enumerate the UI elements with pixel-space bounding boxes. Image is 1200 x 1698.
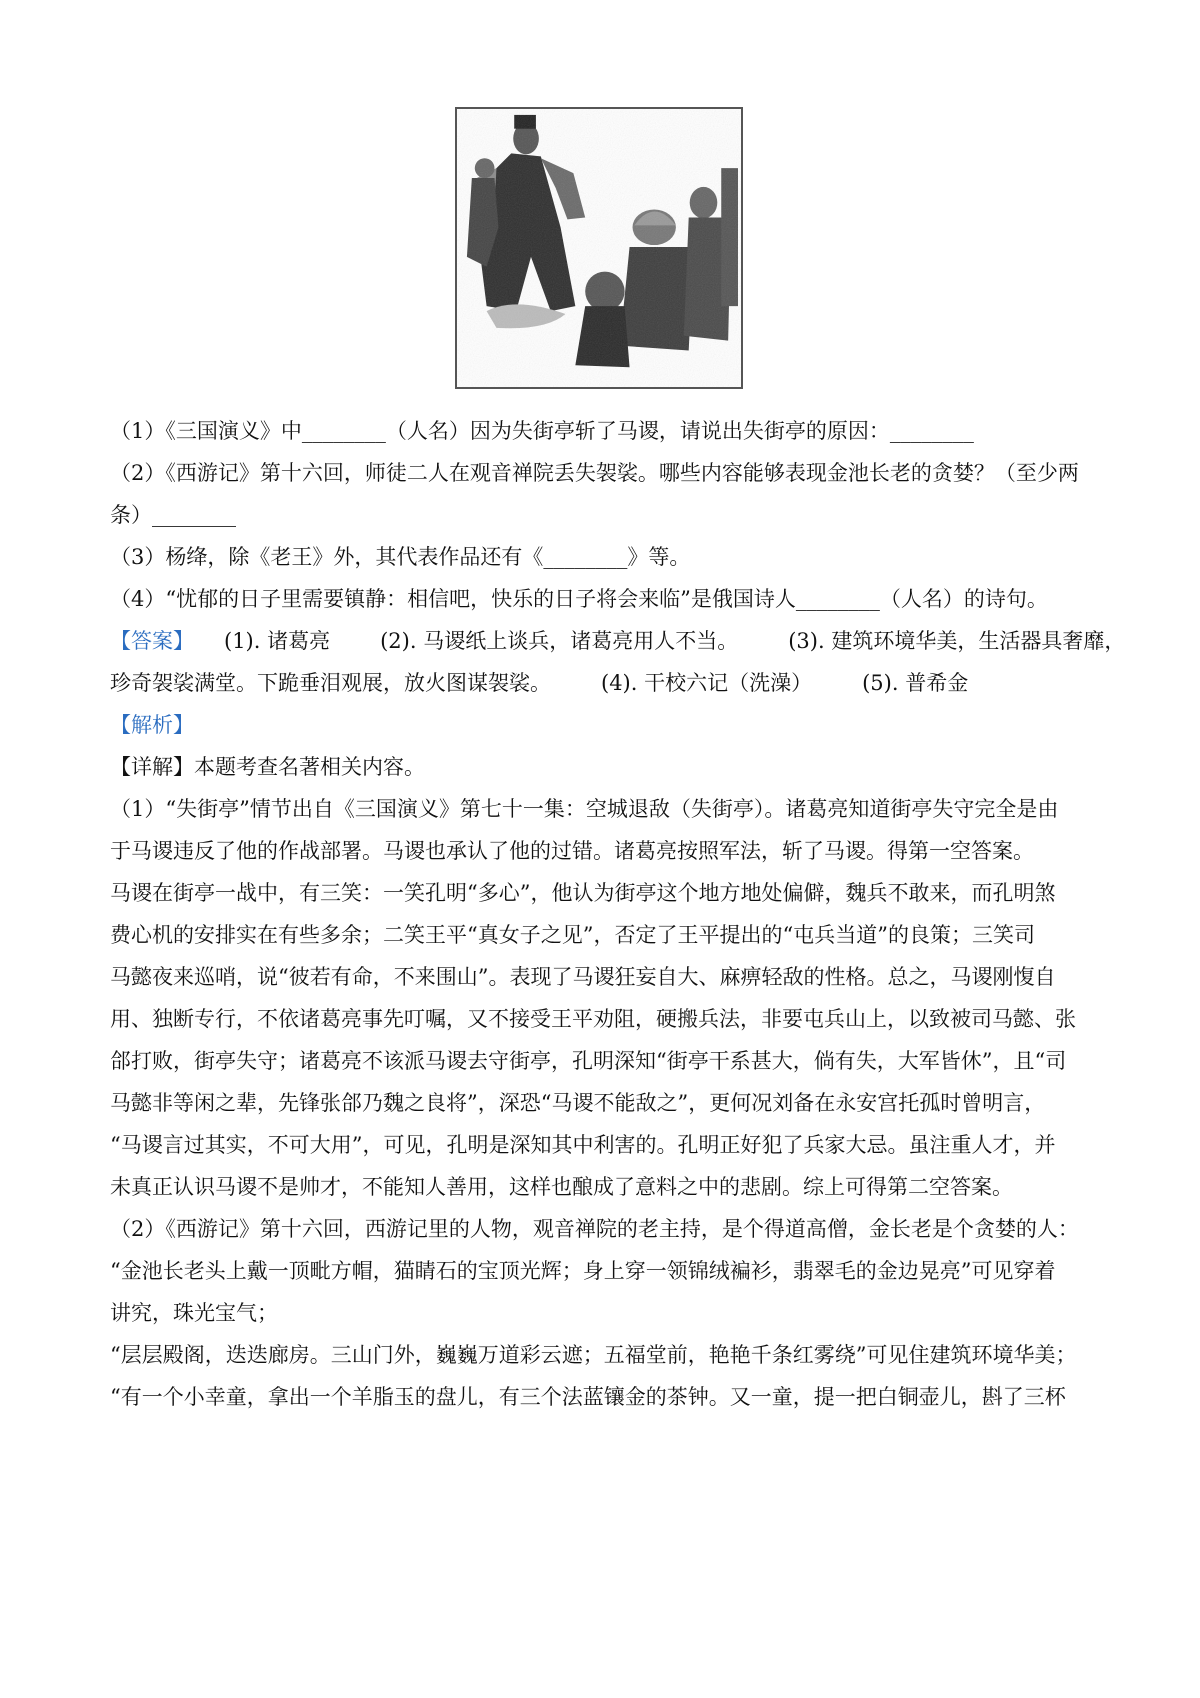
answer-5: (5). 普希金 [862, 671, 969, 695]
illustration-image [457, 109, 741, 387]
answer-3: (3). 建筑环境华美，生活器具奢靡， [788, 629, 1126, 653]
analysis-line: “金池长老头上戴一顶毗方帽，猫睛石的宝顶光辉；身上穿一领锦绒褊衫，翡翠毛的金边晃亮”可见穿着 [110, 1259, 1056, 1283]
analysis-line: 费心机的安排实在有些多余；二笑王平“真女子之见”，否定了王平提出的“屯兵当道”的良策；三笑司 [110, 923, 1035, 947]
analysis-line: 马懿夜来巡哨，说“彼若有命，不来围山”。表现了马谡狂妄自大、麻痹轻敌的性格。总之，马谡刚愎自 [110, 965, 1056, 989]
analysis-line: 于马谡违反了他的作战部署。马谡也承认了他的过错。诸葛亮按照军法，斩了马谡。得第一空答案。 [110, 839, 1034, 863]
analysis-line: “有一个小幸童，拿出一个羊脂玉的盘儿，有三个法蓝镶金的茶钟。又一童，提一把白铜壶儿，斟了三杯 [110, 1385, 1066, 1409]
answer-line-2 [110, 662, 1090, 704]
answer-2: (2). 马谡纸上谈兵，诸葛亮用人不当。 [380, 629, 739, 653]
answer-1: (1). 诸葛亮 [224, 629, 331, 653]
questions-section [110, 410, 1126, 1418]
question-3: （3）杨绛，除《老王》外，其代表作品还有《________》等。 [110, 545, 691, 569]
analysis-line: 未真正认识马谡不是帅才，不能知人善用，这样也酿成了意料之中的悲剧。综上可得第二空答案。 [110, 1175, 1013, 1199]
illustration-figure [455, 107, 743, 389]
analysis-line: 用、独断专行，不依诸葛亮事先叮嘱，又不接受王平劝阻，硬搬兵法，非要屯兵山上，以致被司马懿、张 [110, 1007, 1076, 1031]
question-4: （4）“忧郁的日子里需要镇静：相信吧，快乐的日子将会来临”是俄国诗人________（人名）的诗句。 [110, 587, 1048, 611]
analysis-line: 【详解】本题考查名著相关内容。 [110, 755, 425, 779]
analysis-tag: 【解析】 [110, 713, 194, 737]
answer-tag: 【答案】 [110, 629, 194, 653]
analysis-line: 马懿非等闲之辈，先锋张郃乃魏之良将”，深恐“马谡不能敌之”，更何况刘备在永安宫托孤时曾明言， [110, 1091, 1046, 1115]
analysis-body [110, 746, 1090, 1418]
question-2-line-2: 条）________ [110, 503, 236, 527]
question-2-line-1: （2）《西游记》第十六回，师徒二人在观音禅院丢失袈裟。哪些内容能够表现金池长老的贪婪？（至少两 [110, 461, 1079, 485]
answer-4: (4). 干校六记（洗澡） [601, 671, 813, 695]
analysis-line: “马谡言过其实，不可大用”，可见，孔明是深知其中利害的。孔明正好犯了兵家大忌。虽注重人才，并 [110, 1133, 1056, 1157]
answer-line-1 [110, 620, 1126, 662]
analysis-line: （2）《西游记》第十六回，西游记里的人物，观音禅院的老主持，是个得道高僧，金长老是个贪婪的人： [110, 1217, 1079, 1241]
analysis-line: （1）“失街亭”情节出自《三国演义》第七十一集：空城退敌（失街亭）。诸葛亮知道街亭失守完全是由 [110, 797, 1059, 821]
question-1: （1）《三国演义》中________（人名）因为失街亭斩了马谡，请说出失街亭的原因：________ [110, 419, 974, 443]
analysis-line: “层层殿阁，迭迭廊房。三山门外，巍巍万道彩云遮；五福堂前，艳艳千条红雾绕”可见住建筑环境华美； [110, 1343, 1077, 1367]
analysis-line: 讲究，珠光宝气； [110, 1301, 278, 1325]
analysis-line: 郃打败，街亭失守；诸葛亮不该派马谡去守街亭，孔明深知“街亭干系甚大，倘有失，大军皆休”，且“司 [110, 1049, 1067, 1073]
analysis-line: 马谡在街亭一战中，有三笑：一笑孔明“多心”，他认为街亭这个地方地处偏僻，魏兵不敢来，而孔明煞 [110, 881, 1056, 905]
answer-3-cont: 珍奇袈裟满堂。下跪垂泪观展，放火图谋袈裟。 [110, 671, 551, 695]
